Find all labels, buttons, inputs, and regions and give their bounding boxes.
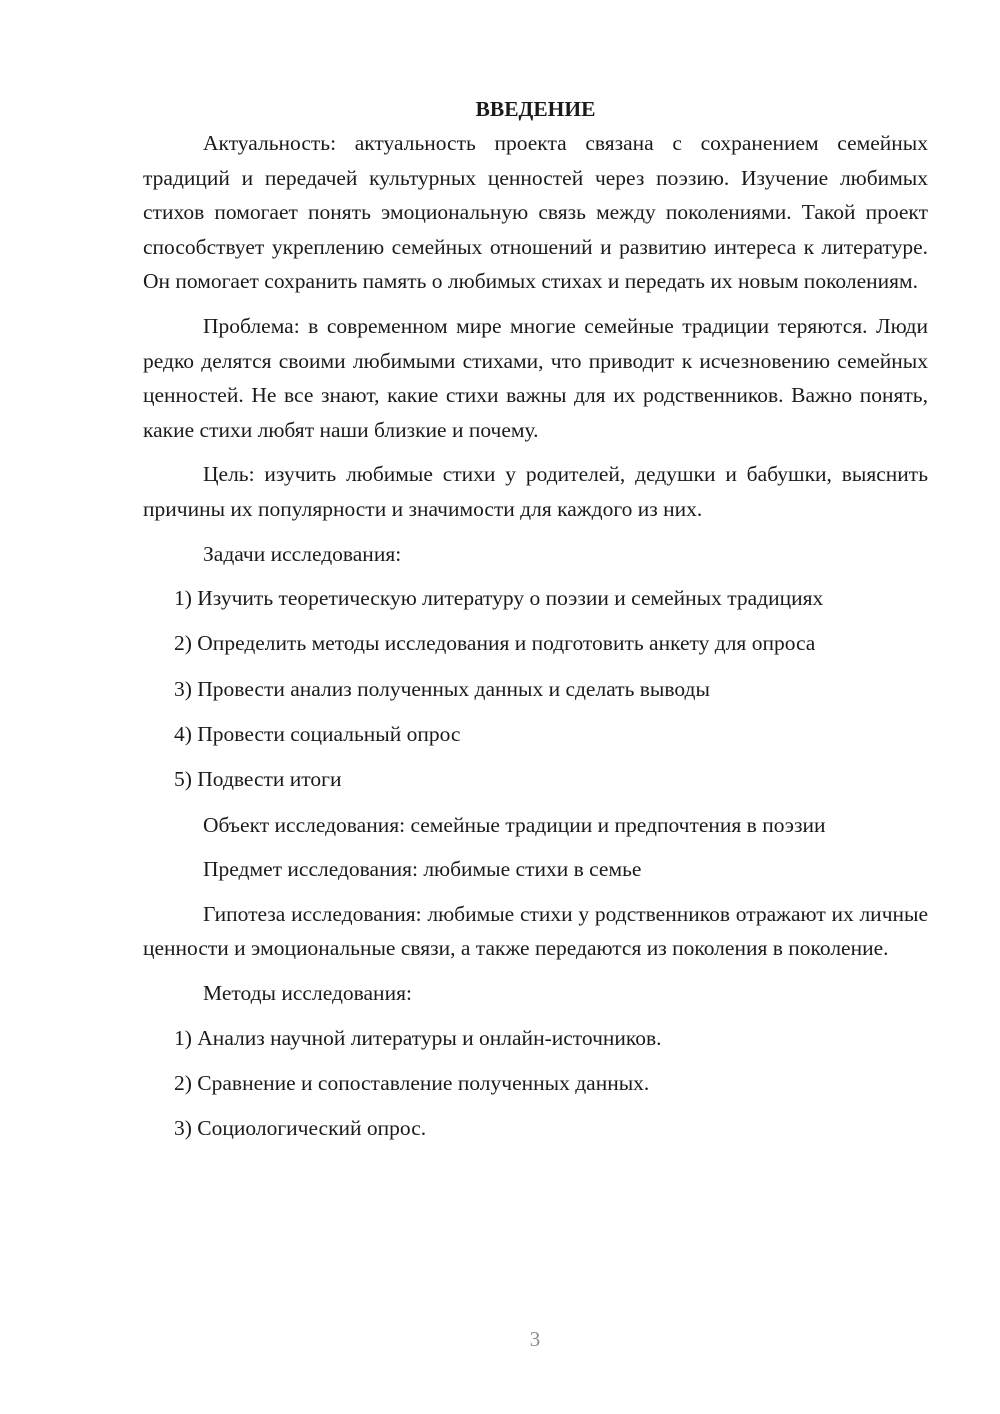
subject-line: Предмет исследования: любимые стихи в семье <box>203 857 642 882</box>
task-item: 3) Провести анализ полученных данных и сделать выводы <box>174 676 710 701</box>
object-line: Объект исследования: семейные традиции и предпочтения в поэзии <box>203 812 826 837</box>
document-page <box>143 92 928 1156</box>
goal-paragraph: Цель: изучить любимые стихи у родителей, дедушки и бабушки, выяснить причины их популярности и значимости для каждого из них. <box>143 462 928 521</box>
methods-list <box>143 1021 928 1146</box>
method-item: 3) Социологический опрос. <box>174 1116 427 1141</box>
page-title: ВВЕДЕНИЕ <box>475 97 596 121</box>
methods-heading: Методы исследования: <box>203 980 412 1005</box>
tasks-heading: Задачи исследования: <box>203 541 402 566</box>
task-item: 1) Изучить теоретическую литературу о поэзии и семейных традициях <box>174 586 824 611</box>
task-item: 5) Подвести итоги <box>174 767 342 792</box>
task-item: 4) Провести социальный опрос <box>174 721 461 746</box>
problem-paragraph: Проблема: в современном мире многие семейные традиции теряются. Люди редко делятся своими любимыми стихами, что приводит к исчезновению семейных ценностей. Не все знают, какие стихи важны для их родственников. Важно понять, какие стихи любят наши близкие и почему. <box>143 313 928 442</box>
hypothesis-paragraph: Гипотеза исследования: любимые стихи у родственников отражают их личные ценности и эмоциональные связи, а также передаются из поколения в поколение. <box>143 901 928 961</box>
method-item: 2) Сравнение и сопоставление полученных данных. <box>174 1070 650 1095</box>
method-item: 1) Анализ научной литературы и онлайн-источников. <box>174 1025 662 1050</box>
tasks-list <box>143 581 928 797</box>
page-number: 3 <box>529 1327 541 1351</box>
task-item: 2) Определить методы исследования и подготовить анкету для опроса <box>174 631 816 656</box>
relevance-paragraph: Актуальность: актуальность проекта связана с сохранением семейных традиций и передачей культурных ценностей через поэзию. Изучение любимых стихов помогает понять эмоциональную связь между поколениями. Такой проект способствует укреплению семейных отношений и развитию интереса к литературе. Он помогает сохранить память о любимых стихах и передать их новым поколениям. <box>143 131 928 294</box>
